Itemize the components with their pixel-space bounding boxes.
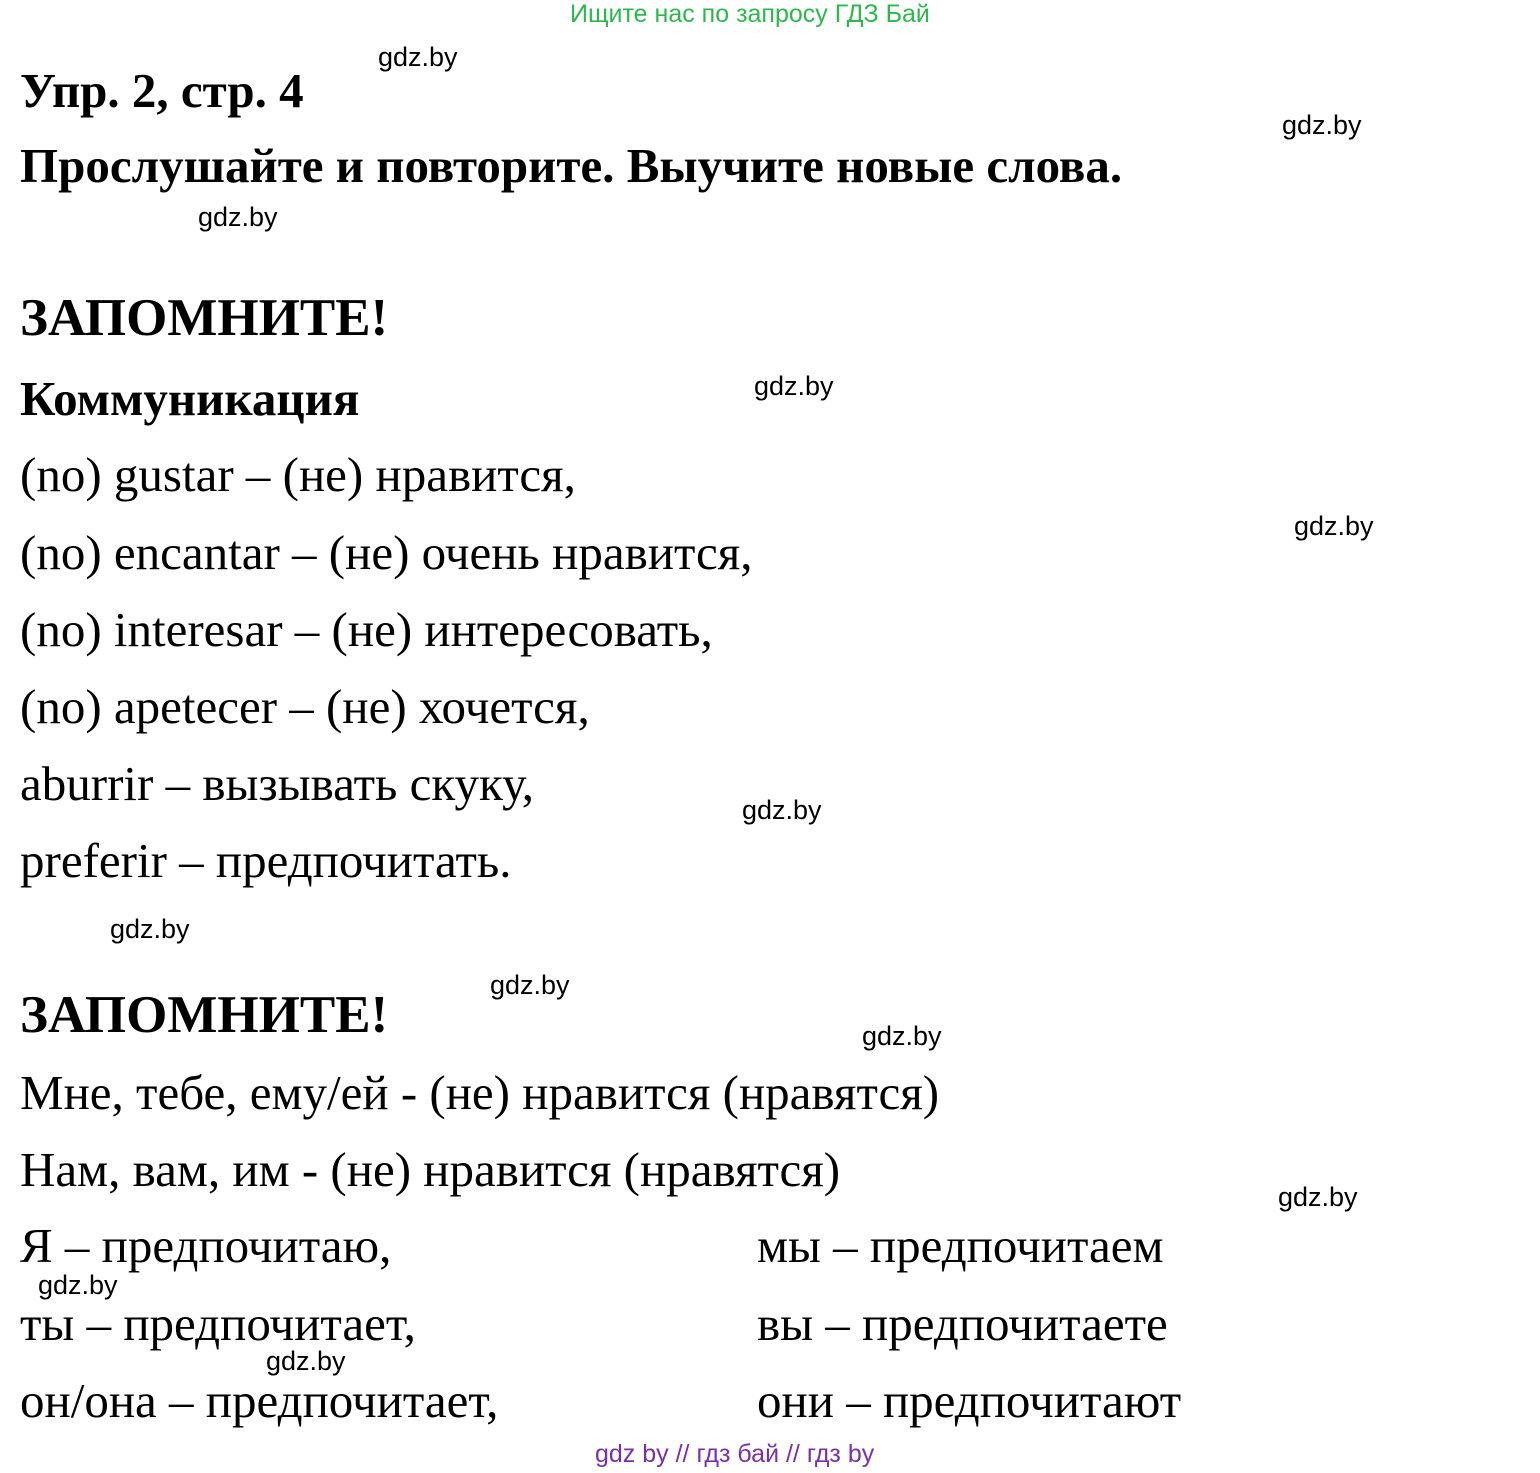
task-instruction: Прослушайте и повторите. Выучите новые слова. bbox=[20, 138, 1123, 193]
conjugation-left: ты – предпочитает, bbox=[20, 1296, 416, 1351]
watermark: gdz.by bbox=[266, 1346, 346, 1376]
pronoun-line: Мне, тебе, ему/ей - (не) нравится (нравятся) bbox=[20, 1065, 940, 1120]
vocab-line: aburrir – вызывать скуку, bbox=[20, 756, 534, 811]
watermark: gdz.by bbox=[38, 1270, 118, 1300]
vocab-line: (no) encantar – (не) очень нравится, bbox=[20, 525, 753, 580]
remember-heading-2: ЗАПОМНИТЕ! bbox=[20, 986, 389, 1044]
pronoun-line: Нам, вам, им - (не) нравится (нравятся) bbox=[20, 1142, 841, 1197]
watermark: gdz.by bbox=[490, 970, 570, 1000]
search-banner[interactable]: Ищите нас по запросу ГДЗ Бай bbox=[570, 0, 930, 28]
watermark: gdz.by bbox=[754, 371, 834, 401]
watermark: gdz.by bbox=[1294, 511, 1374, 541]
vocab-line: preferir – предпочитать. bbox=[20, 833, 512, 888]
remember-heading-1: ЗАПОМНИТЕ! bbox=[20, 289, 389, 347]
watermark: gdz.by bbox=[110, 914, 190, 944]
communication-subheading: Коммуникация bbox=[20, 371, 360, 426]
vocab-line: (no) interesar – (не) интересовать, bbox=[20, 602, 713, 657]
footer-links[interactable]: gdz by // гдз бай // гдз by bbox=[595, 1440, 875, 1468]
conjugation-right: мы – предпочитаем bbox=[757, 1218, 1164, 1273]
watermark: gdz.by bbox=[198, 202, 278, 232]
watermark: gdz.by bbox=[1278, 1182, 1358, 1212]
conjugation-right: вы – предпочитаете bbox=[757, 1296, 1168, 1351]
exercise-title: Упр. 2, стр. 4 bbox=[20, 63, 304, 118]
conjugation-right: они – предпочитают bbox=[757, 1373, 1182, 1428]
conjugation-left: он/она – предпочитает, bbox=[20, 1373, 499, 1428]
conjugation-left: Я – предпочитаю, bbox=[20, 1218, 392, 1273]
watermark: gdz.by bbox=[862, 1021, 942, 1051]
watermark: gdz.by bbox=[378, 42, 458, 72]
vocab-line: (no) apetecer – (не) хочется, bbox=[20, 679, 590, 734]
watermark: gdz.by bbox=[1282, 110, 1362, 140]
vocab-line: (no) gustar – (не) нравится, bbox=[20, 447, 576, 502]
watermark: gdz.by bbox=[742, 795, 822, 825]
